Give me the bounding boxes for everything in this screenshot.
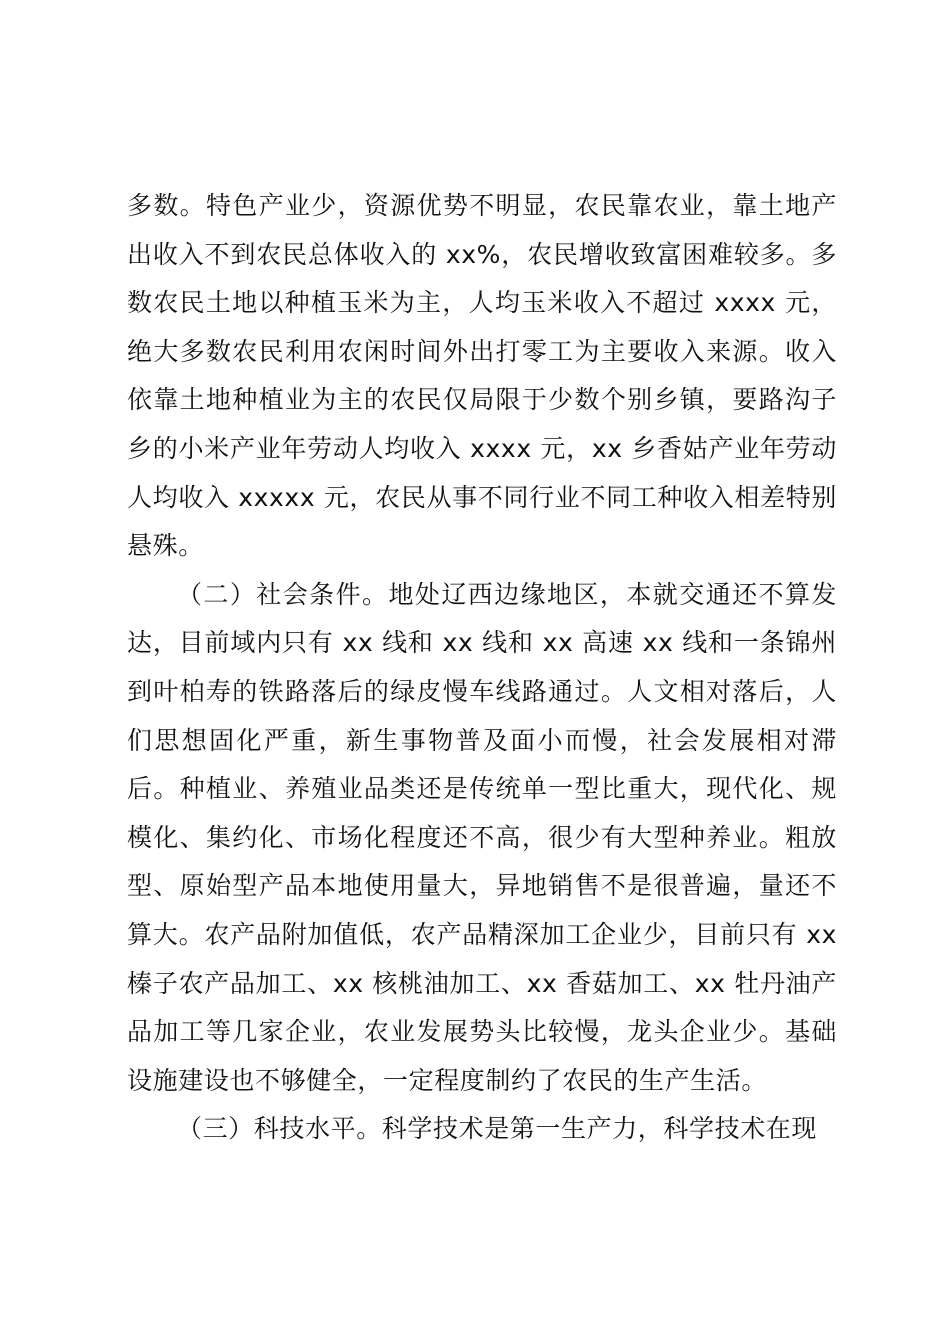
paragraph-economic-continuation: 多数。特色产业少，资源优势不明显，农民靠农业，靠土地产出收入不到农民总体收入的 xx%，农民增收致富困难较多。多数农民土地以种植玉米为主，人均玉米收入不超过 xxxx 元，绝大多数农民利用农闲时间外出打零工为主要收入来源。收入依靠土地种植业为主的农民仅局限于少数个别乡镇，要路沟子乡的小米产业年劳动人均收入 xxxx 元，xx 乡香姑产业年劳动人均收入 xxxxx 元，农民从事不同行业不同工种收入相差特别悬殊。 <box>127 191 837 561</box>
paragraph-social-conditions: （二）社会条件。地处辽西边缘地区，本就交通还不算发达，目前域内只有 xx 线和 xx 线和 xx 高速 xx 线和一条锦州到叶柏寿的铁路落后的绿皮慢车线路通过。人文相对落后，人们思想固化严重，新生事物普及面小而慢，社会发展相对滞后。种植业、养殖业品类还是传统单一型比重大，现代化、规模化、集约化、市场化程度还不高，很少有大型种养业。粗放型、原始型产品本地使用量大，异地销售不是很普遍，量还不算大。农产品附加值低，农产品精深加工企业少，目前只有 xx 榛子农产品加工、xx 核桃油加工、xx 香菇加工、xx 牡丹油产品加工等几家企业，农业发展势头比较慢，龙头企业少。基础设施建设也不够健全，一定程度制约了农民的生产生活。 <box>127 579 837 1095</box>
paragraph-tech-level: （三）科技水平。科学技术是第一生产力，科学技术在现 <box>177 1114 818 1144</box>
document-body <box>127 182 837 1154</box>
